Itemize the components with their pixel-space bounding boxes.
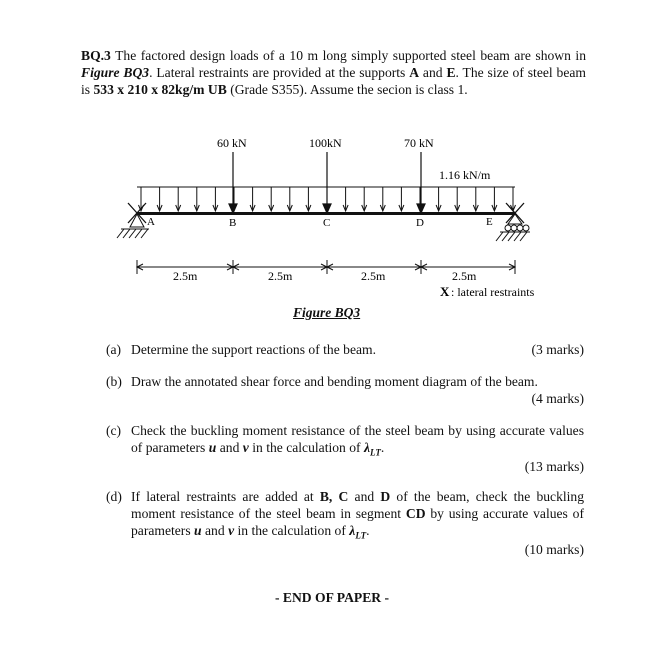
point-loads xyxy=(229,152,425,213)
param-u: u xyxy=(194,523,202,538)
part-c-label: (c) xyxy=(106,423,122,438)
load-label-b: 60 kN xyxy=(217,136,247,150)
part-b-marks: (4 marks) xyxy=(531,391,584,406)
lambda-lt: $\lambda_{LT}$ xyxy=(363,440,381,458)
figure-reference: Figure BQ3 xyxy=(81,65,150,80)
part-a xyxy=(106,341,584,358)
part-d-text-3: by using accurate values of parameters xyxy=(131,506,584,538)
part-c: (c) Check the buckling moment resistance of the steel beam by using accurate values of parameters u and v in the calculation of $\lambda_{LT}$. (13 marks) xyxy=(106,423,584,474)
figure-caption: Figure BQ3 xyxy=(293,305,361,320)
load-label-d: 70 kN xyxy=(404,136,434,150)
roller-support-e xyxy=(496,214,530,241)
support-e-label: E xyxy=(446,65,456,80)
point-load-d-head xyxy=(417,204,425,213)
restraint-points: B, C xyxy=(319,489,349,504)
point-load-c-head xyxy=(323,204,331,213)
span-label-cd: 2.5m xyxy=(361,269,386,283)
end-of-paper: - END OF PAPER - xyxy=(274,590,390,605)
beam xyxy=(137,212,515,215)
section-size: 533 x 210 x 82kg/m UB xyxy=(93,82,227,97)
question-text-4: (Grade S355). Assume the secion is class 1. xyxy=(230,82,468,97)
point-label-c: C xyxy=(323,217,331,229)
part-d-marks: (10 marks) xyxy=(524,542,584,557)
param-u: u xyxy=(208,440,217,455)
legend-text: : lateral restraints xyxy=(451,285,535,299)
span-label-bc: 2.5m xyxy=(268,269,293,283)
part-d-label: (d) xyxy=(106,489,122,504)
question-text-3: . The size of steel beam is xyxy=(81,65,586,97)
point-load-b-head xyxy=(229,204,237,213)
point-label-e: E xyxy=(486,216,493,228)
span-label-de: 2.5m xyxy=(452,269,477,283)
support-a-label: A xyxy=(409,65,420,80)
part-b-text: Draw the annotated shear force and bending moment diagram of the beam. xyxy=(131,374,538,389)
question-text-2: . Lateral restraints are provided at the supports xyxy=(149,65,406,80)
part-a-text: Determine the support reactions of the beam. xyxy=(131,342,376,357)
lambda-lt: $\lambda_{LT}$ xyxy=(349,523,367,541)
and-word: and xyxy=(354,489,375,504)
point-label-d: D xyxy=(416,217,424,229)
span-label-ab: 2.5m xyxy=(173,269,198,283)
param-v: v xyxy=(242,440,249,455)
and-word: and xyxy=(422,65,443,80)
part-a-label: (a) xyxy=(106,342,122,357)
part-b xyxy=(106,373,584,406)
part-d-text-2: of the beam, check the buckling moment resistance of the steel beam in segment xyxy=(131,489,585,521)
param-v: v xyxy=(228,523,235,538)
and-word: and xyxy=(219,440,240,455)
part-d-text-4: in the calculation of xyxy=(237,523,346,538)
part-c-text-1: Check the buckling moment resistance of the steel beam by using accurate values of parameters xyxy=(131,423,584,455)
part-c-text-2: in the calculation of xyxy=(252,440,361,455)
legend-symbol: X xyxy=(440,284,450,299)
question-text-1: The factored design loads of a 10 m long simply supported steel beam are shown in xyxy=(115,48,587,63)
point-label-b: B xyxy=(229,217,237,229)
part-b-label: (b) xyxy=(106,374,122,389)
udl-label: 1.16 kN/m xyxy=(439,168,491,182)
and-word-2: and xyxy=(205,523,225,538)
part-d-text-1: If lateral restraints are added at xyxy=(131,489,314,504)
part-c-marks: (13 marks) xyxy=(524,459,584,474)
part-a-marks: (3 marks) xyxy=(531,342,584,357)
restraint-point-d: D xyxy=(380,489,391,504)
segment-cd: CD xyxy=(405,506,426,521)
question-number: BQ.3 xyxy=(81,48,111,63)
part-d: (d) If lateral restraints are added at B, C and D of the beam, check the buckling moment resistance of the steel beam in segment CD by using accurate values of parameters u and v in the calculation of $\lambda_{LT}$. (10 marks) xyxy=(106,489,585,557)
point-label-a: A xyxy=(147,216,155,228)
load-label-c: 100kN xyxy=(309,136,342,150)
